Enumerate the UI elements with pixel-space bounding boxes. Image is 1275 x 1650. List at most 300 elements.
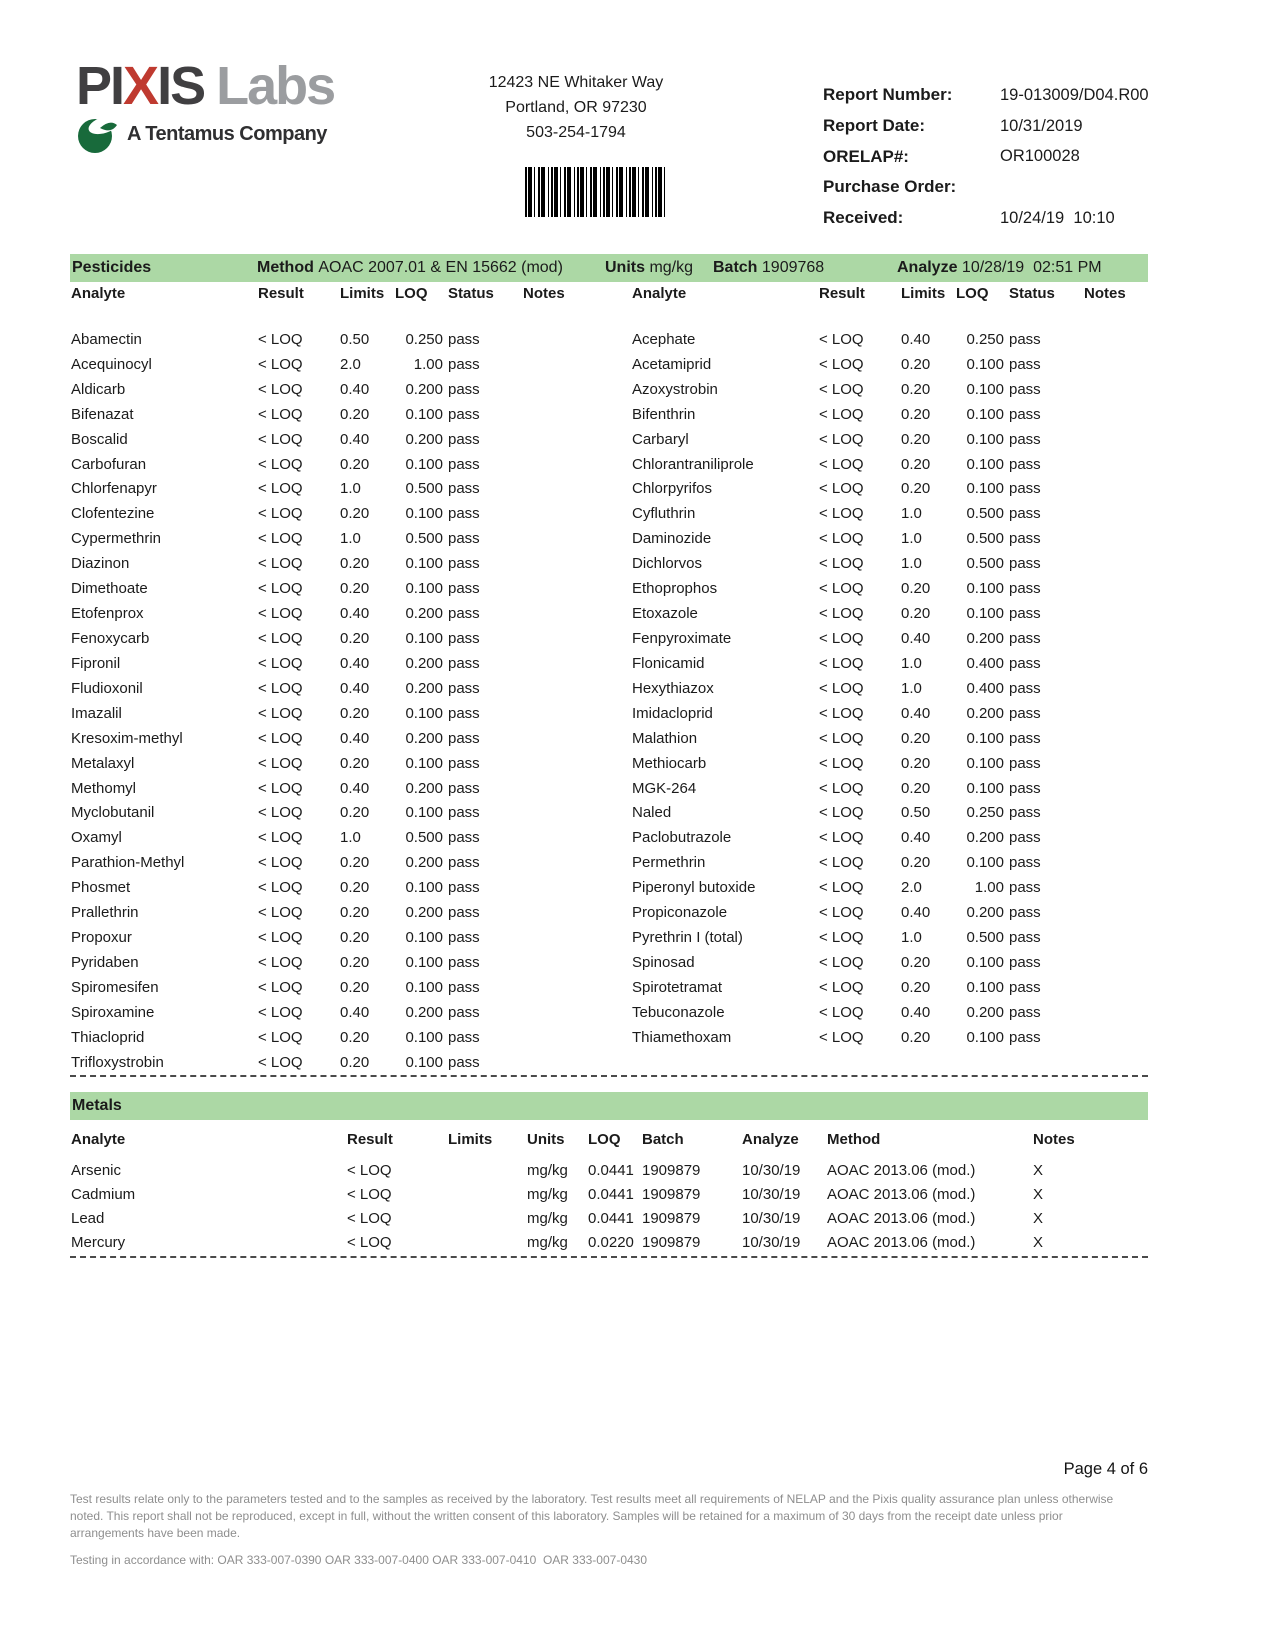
pesticide-result: < LOQ [258, 405, 303, 423]
pesticide-result: < LOQ [258, 580, 303, 598]
pesticide-result: < LOQ [258, 1053, 303, 1071]
pesticide-loq: 0.100 [405, 1053, 443, 1071]
pesticide-status: pass [448, 978, 480, 996]
address-line-3: 503-254-1794 [526, 124, 626, 141]
pesticide-status: pass [448, 704, 480, 722]
pesticide-row [71, 452, 598, 477]
pesticide-limits: 0.20 [340, 630, 370, 648]
pesticide-loq: 1.00 [413, 355, 443, 373]
pesticide-row [632, 551, 1159, 576]
leaf-icon [76, 114, 120, 154]
pesticide-analyte: Chlorfenapyr [71, 480, 157, 498]
pesticide-status: pass [1009, 1028, 1041, 1046]
pesticide-loq: 0.400 [966, 654, 1004, 672]
col-header-analyte: Analyte [71, 1131, 126, 1148]
pesticide-analyte: Myclobutanil [71, 804, 155, 822]
col-header-notes: Notes [1084, 285, 1126, 302]
pesticide-loq: 0.250 [966, 330, 1004, 348]
pesticides-right-header-row [632, 285, 1159, 305]
pesticide-status: pass [448, 405, 480, 423]
pesticide-analyte: Acetamiprid [632, 355, 712, 373]
pesticide-loq: 0.200 [405, 679, 443, 697]
pesticide-row [71, 676, 598, 701]
pesticide-result: < LOQ [258, 380, 303, 398]
pesticide-analyte: Dimethoate [71, 580, 148, 598]
pesticide-status: pass [1009, 704, 1041, 722]
report-info-value: 10/31/2019 [1000, 116, 1083, 135]
report-info-label: Received: [823, 208, 904, 228]
pesticide-row [632, 1000, 1159, 1025]
pesticides-table-right [632, 327, 1159, 1050]
pesticide-loq: 0.100 [966, 779, 1004, 797]
pesticide-status: pass [448, 630, 480, 648]
pesticide-row [632, 701, 1159, 726]
metal-units: mg/kg [527, 1209, 568, 1227]
pesticide-loq: 1.00 [974, 879, 1004, 897]
metal-row [71, 1206, 1149, 1230]
metal-batch: 1909879 [642, 1234, 701, 1252]
pesticide-result: < LOQ [258, 904, 303, 922]
metal-analyze: 10/30/19 [742, 1234, 801, 1252]
pesticide-status: pass [1009, 754, 1041, 772]
pesticide-row [632, 751, 1159, 776]
pesticide-row [71, 551, 598, 576]
pesticide-analyte: Metalaxyl [71, 754, 135, 772]
pesticide-analyte: Spiroxamine [71, 1003, 155, 1021]
pesticide-result: < LOQ [258, 330, 303, 348]
pesticide-analyte: Azoxystrobin [632, 380, 718, 398]
pesticide-analyte: MGK-264 [632, 779, 697, 797]
pesticide-limits: 0.20 [340, 854, 370, 872]
pesticide-loq: 0.200 [405, 1003, 443, 1021]
pesticide-limits: 0.40 [901, 704, 931, 722]
pesticide-status: pass [448, 1003, 480, 1021]
pesticide-row [71, 975, 598, 1000]
footer-disclaimer: Test results relate only to the parameters tested and to the samples as received by the laboratory. Test results meet all requirements of NELAP and the Pixis quality assurance plan unless otherwise noted. This report shall not be reproduced, except in full, without the written consent of this laboratory. Samples will be retained for a maximum of 30 days from the receipt date unless prior arrangements have been made. [70, 1492, 1114, 1540]
col-header-limits: Limits [448, 1131, 493, 1148]
pesticide-row [71, 327, 598, 352]
metal-loq: 0.0441 [588, 1209, 634, 1227]
pesticide-row [71, 751, 598, 776]
address-line-2: Portland, OR 97230 [505, 99, 647, 116]
pesticide-result: < LOQ [258, 879, 303, 897]
pesticide-status: pass [1009, 380, 1041, 398]
pesticide-row [632, 801, 1159, 826]
pesticides-section-title: Pesticides [72, 259, 152, 276]
pesticide-analyte: Chlorantraniliprole [632, 455, 754, 473]
pesticide-status: pass [448, 679, 480, 697]
metal-result: < LOQ [347, 1161, 392, 1179]
metal-result: < LOQ [347, 1234, 392, 1252]
metal-analyte: Cadmium [71, 1185, 136, 1203]
pesticide-limits: 0.20 [340, 904, 370, 922]
metal-method: AOAC 2013.06 (mod.) [827, 1209, 976, 1227]
pesticide-loq: 0.100 [966, 430, 1004, 448]
pesticide-analyte: Daminozide [632, 530, 712, 548]
pesticide-analyte: Dichlorvos [632, 555, 703, 573]
metal-row [71, 1182, 1149, 1206]
pesticide-result: < LOQ [819, 530, 864, 548]
pesticide-loq: 0.500 [966, 929, 1004, 947]
pesticide-limits: 0.40 [901, 829, 931, 847]
pesticide-limits: 0.20 [901, 380, 931, 398]
pesticide-row [632, 477, 1159, 502]
pesticide-limits: 0.20 [901, 954, 931, 971]
tagline-text: A Tentamus Company [127, 122, 327, 145]
pesticide-limits: 1.0 [340, 829, 361, 847]
pesticide-limits: 0.20 [901, 1028, 931, 1046]
pesticide-limits: 0.50 [901, 804, 931, 822]
pesticide-limits: 1.0 [901, 505, 922, 523]
metal-loq: 0.0220 [588, 1234, 634, 1252]
pesticide-row [632, 676, 1159, 701]
pesticide-status: pass [1009, 829, 1041, 847]
pesticide-loq: 0.100 [966, 954, 1004, 971]
metal-row [71, 1158, 1149, 1182]
pesticide-row [632, 626, 1159, 651]
pesticide-status: pass [1009, 779, 1041, 797]
pesticide-loq: 0.200 [966, 904, 1004, 922]
pesticide-row [71, 925, 598, 950]
pesticide-limits: 0.20 [901, 455, 931, 473]
pesticide-loq: 0.100 [405, 978, 443, 996]
pesticide-limits: 0.40 [340, 679, 370, 697]
pesticide-analyte: Phosmet [71, 879, 131, 897]
pesticide-result: < LOQ [258, 779, 303, 797]
pesticide-status: pass [448, 1028, 480, 1046]
metal-method: AOAC 2013.06 (mod.) [827, 1234, 976, 1252]
pesticide-row [71, 801, 598, 826]
pesticide-analyte: Bifenthrin [632, 405, 696, 423]
metal-row [71, 1231, 1149, 1255]
report-info-row [823, 203, 1153, 234]
pesticide-result: < LOQ [819, 1028, 864, 1046]
pesticide-limits: 0.20 [340, 505, 370, 523]
pesticide-status: pass [448, 954, 480, 971]
pesticide-row [632, 726, 1159, 751]
pesticide-analyte: Thiamethoxam [632, 1028, 732, 1046]
pesticide-status: pass [1009, 854, 1041, 872]
pesticide-limits: 0.20 [901, 355, 931, 373]
report-info-row [823, 80, 1153, 111]
analyze-label: Analyze [897, 259, 958, 276]
col-header-batch: Batch [642, 1131, 684, 1148]
pesticide-row [632, 950, 1159, 975]
pesticide-result: < LOQ [258, 854, 303, 872]
pesticide-analyte: Malathion [632, 729, 698, 747]
pesticide-analyte: Etoxazole [632, 605, 698, 623]
pesticide-result: < LOQ [258, 754, 303, 772]
metals-header-row [71, 1131, 1149, 1151]
pesticide-row [71, 1050, 598, 1075]
pesticide-status: pass [448, 729, 480, 747]
pesticide-analyte: Naled [632, 804, 672, 822]
metal-method: AOAC 2013.06 (mod.) [827, 1185, 976, 1203]
pesticide-limits: 0.40 [340, 605, 370, 623]
pesticide-limits: 0.20 [340, 754, 370, 772]
pesticide-loq: 0.100 [405, 1028, 443, 1046]
pesticide-limits: 1.0 [340, 530, 361, 548]
pesticides-batch [713, 254, 825, 282]
pesticide-loq: 0.500 [405, 829, 443, 847]
pesticide-loq: 0.100 [966, 754, 1004, 772]
pesticide-result: < LOQ [258, 954, 303, 971]
pesticide-loq: 0.200 [966, 1003, 1004, 1021]
pesticide-limits: 0.20 [340, 954, 370, 971]
pesticide-loq: 0.200 [405, 605, 443, 623]
pesticide-result: < LOQ [819, 779, 864, 797]
pesticide-status: pass [448, 605, 480, 623]
report-info-label: Report Date: [823, 116, 926, 136]
pesticide-limits: 2.0 [340, 355, 361, 373]
pesticide-limits: 0.40 [901, 1003, 931, 1021]
pesticide-analyte: Carbofuran [71, 455, 147, 473]
pesticide-analyte: Fenoxycarb [71, 630, 150, 648]
pesticide-limits: 1.0 [901, 530, 922, 548]
pesticide-limits: 0.20 [340, 929, 370, 947]
pesticide-status: pass [1009, 804, 1041, 822]
pesticide-analyte: Diazinon [71, 555, 130, 573]
pesticide-status: pass [1009, 505, 1041, 523]
pesticide-row [71, 501, 598, 526]
pesticide-status: pass [1009, 480, 1041, 498]
metal-units: mg/kg [527, 1234, 568, 1252]
pesticide-limits: 0.20 [340, 555, 370, 573]
pesticide-result: < LOQ [819, 954, 864, 971]
pesticide-loq: 0.200 [966, 704, 1004, 722]
report-info-label: ORELAP#: [823, 146, 909, 166]
pesticide-result: < LOQ [819, 380, 864, 398]
pesticide-row [632, 601, 1159, 626]
pesticide-loq: 0.200 [966, 829, 1004, 847]
pesticide-result: < LOQ [819, 904, 864, 922]
pesticide-row [71, 875, 598, 900]
pesticide-loq: 0.100 [966, 480, 1004, 498]
pesticide-loq: 0.100 [405, 580, 443, 598]
pesticide-status: pass [448, 1053, 480, 1071]
pesticide-analyte: Imidacloprid [632, 704, 713, 722]
pesticide-result: < LOQ [819, 829, 864, 847]
logo-text-is: IS [157, 56, 205, 116]
pesticide-status: pass [448, 380, 480, 398]
pesticide-loq: 0.200 [405, 729, 443, 747]
col-header-analyte: Analyte [71, 285, 126, 302]
col-header-limits: Limits [340, 285, 385, 302]
pesticide-loq: 0.250 [405, 330, 443, 348]
col-header-result: Result [258, 285, 304, 302]
pesticide-status: pass [448, 804, 480, 822]
metal-units: mg/kg [527, 1185, 568, 1203]
pesticide-status: pass [448, 580, 480, 598]
pesticide-status: pass [1009, 330, 1041, 348]
pesticides-divider [70, 1075, 1148, 1077]
col-header-analyze: Analyze [742, 1131, 799, 1148]
pesticide-limits: 0.40 [340, 380, 370, 398]
pesticide-analyte: Oxamyl [71, 829, 122, 847]
pesticide-loq: 0.200 [405, 380, 443, 398]
report-info-value: 19-013009/D04.R00 [1000, 85, 1149, 104]
pesticide-analyte: Ethoprophos [632, 580, 718, 598]
pesticide-result: < LOQ [258, 929, 303, 947]
logo-text-x: X [123, 56, 158, 116]
metal-notes: X [1033, 1185, 1044, 1203]
pesticide-analyte: Fipronil [71, 654, 121, 672]
pesticide-analyte: Piperonyl butoxide [632, 879, 756, 897]
pesticide-limits: 0.20 [340, 405, 370, 423]
pesticide-analyte: Methiocarb [632, 754, 707, 772]
metals-divider [70, 1256, 1148, 1258]
pesticide-status: pass [1009, 978, 1041, 996]
pesticide-analyte: Permethrin [632, 854, 706, 872]
pesticide-loq: 0.250 [966, 804, 1004, 822]
pesticide-analyte: Cyfluthrin [632, 505, 696, 523]
pesticide-limits: 0.20 [340, 455, 370, 473]
pesticide-result: < LOQ [258, 355, 303, 373]
pesticide-result: < LOQ [258, 605, 303, 623]
pesticide-loq: 0.500 [966, 555, 1004, 573]
pesticide-limits: 2.0 [901, 879, 922, 897]
pesticide-analyte: Fenpyroximate [632, 630, 732, 648]
logo-tagline [76, 114, 327, 154]
pesticide-row [71, 825, 598, 850]
pesticide-result: < LOQ [258, 729, 303, 747]
col-header-loq: LOQ [588, 1131, 621, 1148]
pesticide-status: pass [1009, 1003, 1041, 1021]
report-info-value: OR100028 [1000, 147, 1080, 166]
pesticide-analyte: Spiromesifen [71, 978, 159, 996]
pesticide-result: < LOQ [819, 854, 864, 872]
pesticide-loq: 0.100 [966, 405, 1004, 423]
pesticide-analyte: Boscalid [71, 430, 128, 448]
pesticide-limits: 0.40 [340, 654, 370, 672]
pesticide-analyte: Propiconazole [632, 904, 728, 922]
pesticide-analyte: Propoxur [71, 929, 132, 947]
pesticide-limits: 0.40 [901, 330, 931, 348]
pesticide-loq: 0.100 [405, 754, 443, 772]
col-header-status: Status [448, 285, 494, 302]
pesticide-row [71, 950, 598, 975]
pesticide-result: < LOQ [819, 679, 864, 697]
metal-method: AOAC 2013.06 (mod.) [827, 1161, 976, 1179]
pesticide-loq: 0.100 [405, 804, 443, 822]
pesticide-result: < LOQ [258, 530, 303, 548]
units-label: Units [605, 259, 645, 276]
pesticide-limits: 1.0 [901, 654, 922, 672]
metal-loq: 0.0441 [588, 1161, 634, 1179]
pesticide-loq: 0.200 [405, 779, 443, 797]
report-info-row [823, 111, 1153, 142]
pesticide-limits: 1.0 [340, 480, 361, 498]
batch-label: Batch [713, 259, 758, 276]
pesticide-analyte: Carbaryl [632, 430, 689, 448]
pesticide-row [632, 776, 1159, 801]
report-info-row [823, 141, 1153, 172]
analyze-value: 10/28/19 02:51 PM [961, 259, 1102, 276]
pesticide-status: pass [448, 505, 480, 523]
pesticide-limits: 0.20 [901, 605, 931, 623]
pesticide-limits: 0.40 [901, 904, 931, 922]
pesticide-analyte: Parathion-Methyl [71, 854, 185, 872]
pesticide-row [632, 377, 1159, 402]
pesticide-analyte: Kresoxim-methyl [71, 729, 183, 747]
pesticide-result: < LOQ [258, 480, 303, 498]
method-value: AOAC 2007.01 & EN 15662 (mod) [318, 259, 563, 276]
pesticide-result: < LOQ [258, 804, 303, 822]
pesticide-row [71, 427, 598, 452]
pesticide-loq: 0.500 [966, 530, 1004, 548]
pesticide-result: < LOQ [819, 654, 864, 672]
pesticide-result: < LOQ [258, 679, 303, 697]
pesticide-row [632, 352, 1159, 377]
pesticide-status: pass [1009, 630, 1041, 648]
col-header-result: Result [347, 1131, 393, 1148]
pesticide-row [632, 501, 1159, 526]
pesticide-result: < LOQ [819, 729, 864, 747]
pesticide-limits: 0.20 [340, 704, 370, 722]
pesticide-analyte: Fludioxonil [71, 679, 143, 697]
metal-batch: 1909879 [642, 1161, 701, 1179]
metal-notes: X [1033, 1161, 1044, 1179]
metal-analyte: Arsenic [71, 1161, 122, 1179]
pesticides-section-band [70, 254, 1148, 282]
pesticide-result: < LOQ [819, 330, 864, 348]
pesticide-limits: 0.20 [340, 580, 370, 598]
pesticide-limits: 1.0 [901, 555, 922, 573]
pesticide-analyte: Bifenazat [71, 405, 134, 423]
pesticides-analyze [897, 254, 1102, 282]
pesticide-analyte: Pyridaben [71, 954, 139, 971]
pesticide-row [632, 825, 1159, 850]
pesticide-loq: 0.100 [966, 355, 1004, 373]
pesticide-result: < LOQ [819, 929, 864, 947]
pesticide-result: < LOQ [258, 704, 303, 722]
pesticide-row [71, 900, 598, 925]
report-info [823, 80, 1153, 233]
pesticide-limits: 0.40 [901, 630, 931, 648]
pesticide-row [71, 1000, 598, 1025]
barcode [525, 167, 668, 217]
pesticide-analyte: Etofenprox [71, 605, 144, 623]
metal-analyte: Mercury [71, 1234, 126, 1252]
metal-analyze: 10/30/19 [742, 1185, 801, 1203]
pesticides-table-left [71, 327, 598, 1075]
method-label: Method [257, 259, 314, 276]
pesticide-loq: 0.400 [966, 679, 1004, 697]
pesticide-result: < LOQ [258, 505, 303, 523]
pesticide-status: pass [448, 829, 480, 847]
col-header-result: Result [819, 285, 865, 302]
pesticide-row [632, 1025, 1159, 1050]
pesticide-status: pass [448, 929, 480, 947]
pesticides-units [605, 254, 694, 282]
pesticide-status: pass [448, 754, 480, 772]
pesticide-limits: 0.40 [340, 729, 370, 747]
pesticide-loq: 0.500 [966, 505, 1004, 523]
pesticide-row [632, 925, 1159, 950]
metal-analyze: 10/30/19 [742, 1161, 801, 1179]
pesticide-row [632, 850, 1159, 875]
pesticide-analyte: Prallethrin [71, 904, 139, 922]
pesticide-row [71, 850, 598, 875]
pesticide-row [71, 726, 598, 751]
pesticide-row [71, 377, 598, 402]
pesticide-status: pass [1009, 355, 1041, 373]
pesticide-loq: 0.100 [966, 380, 1004, 398]
pesticide-row [71, 526, 598, 551]
metal-units: mg/kg [527, 1161, 568, 1179]
footer-accordance: Testing in accordance with: OAR 333-007-0390 OAR 333-007-0400 OAR 333-007-0410 OAR 333-007-0430 [70, 1553, 648, 1567]
pesticide-limits: 1.0 [901, 679, 922, 697]
